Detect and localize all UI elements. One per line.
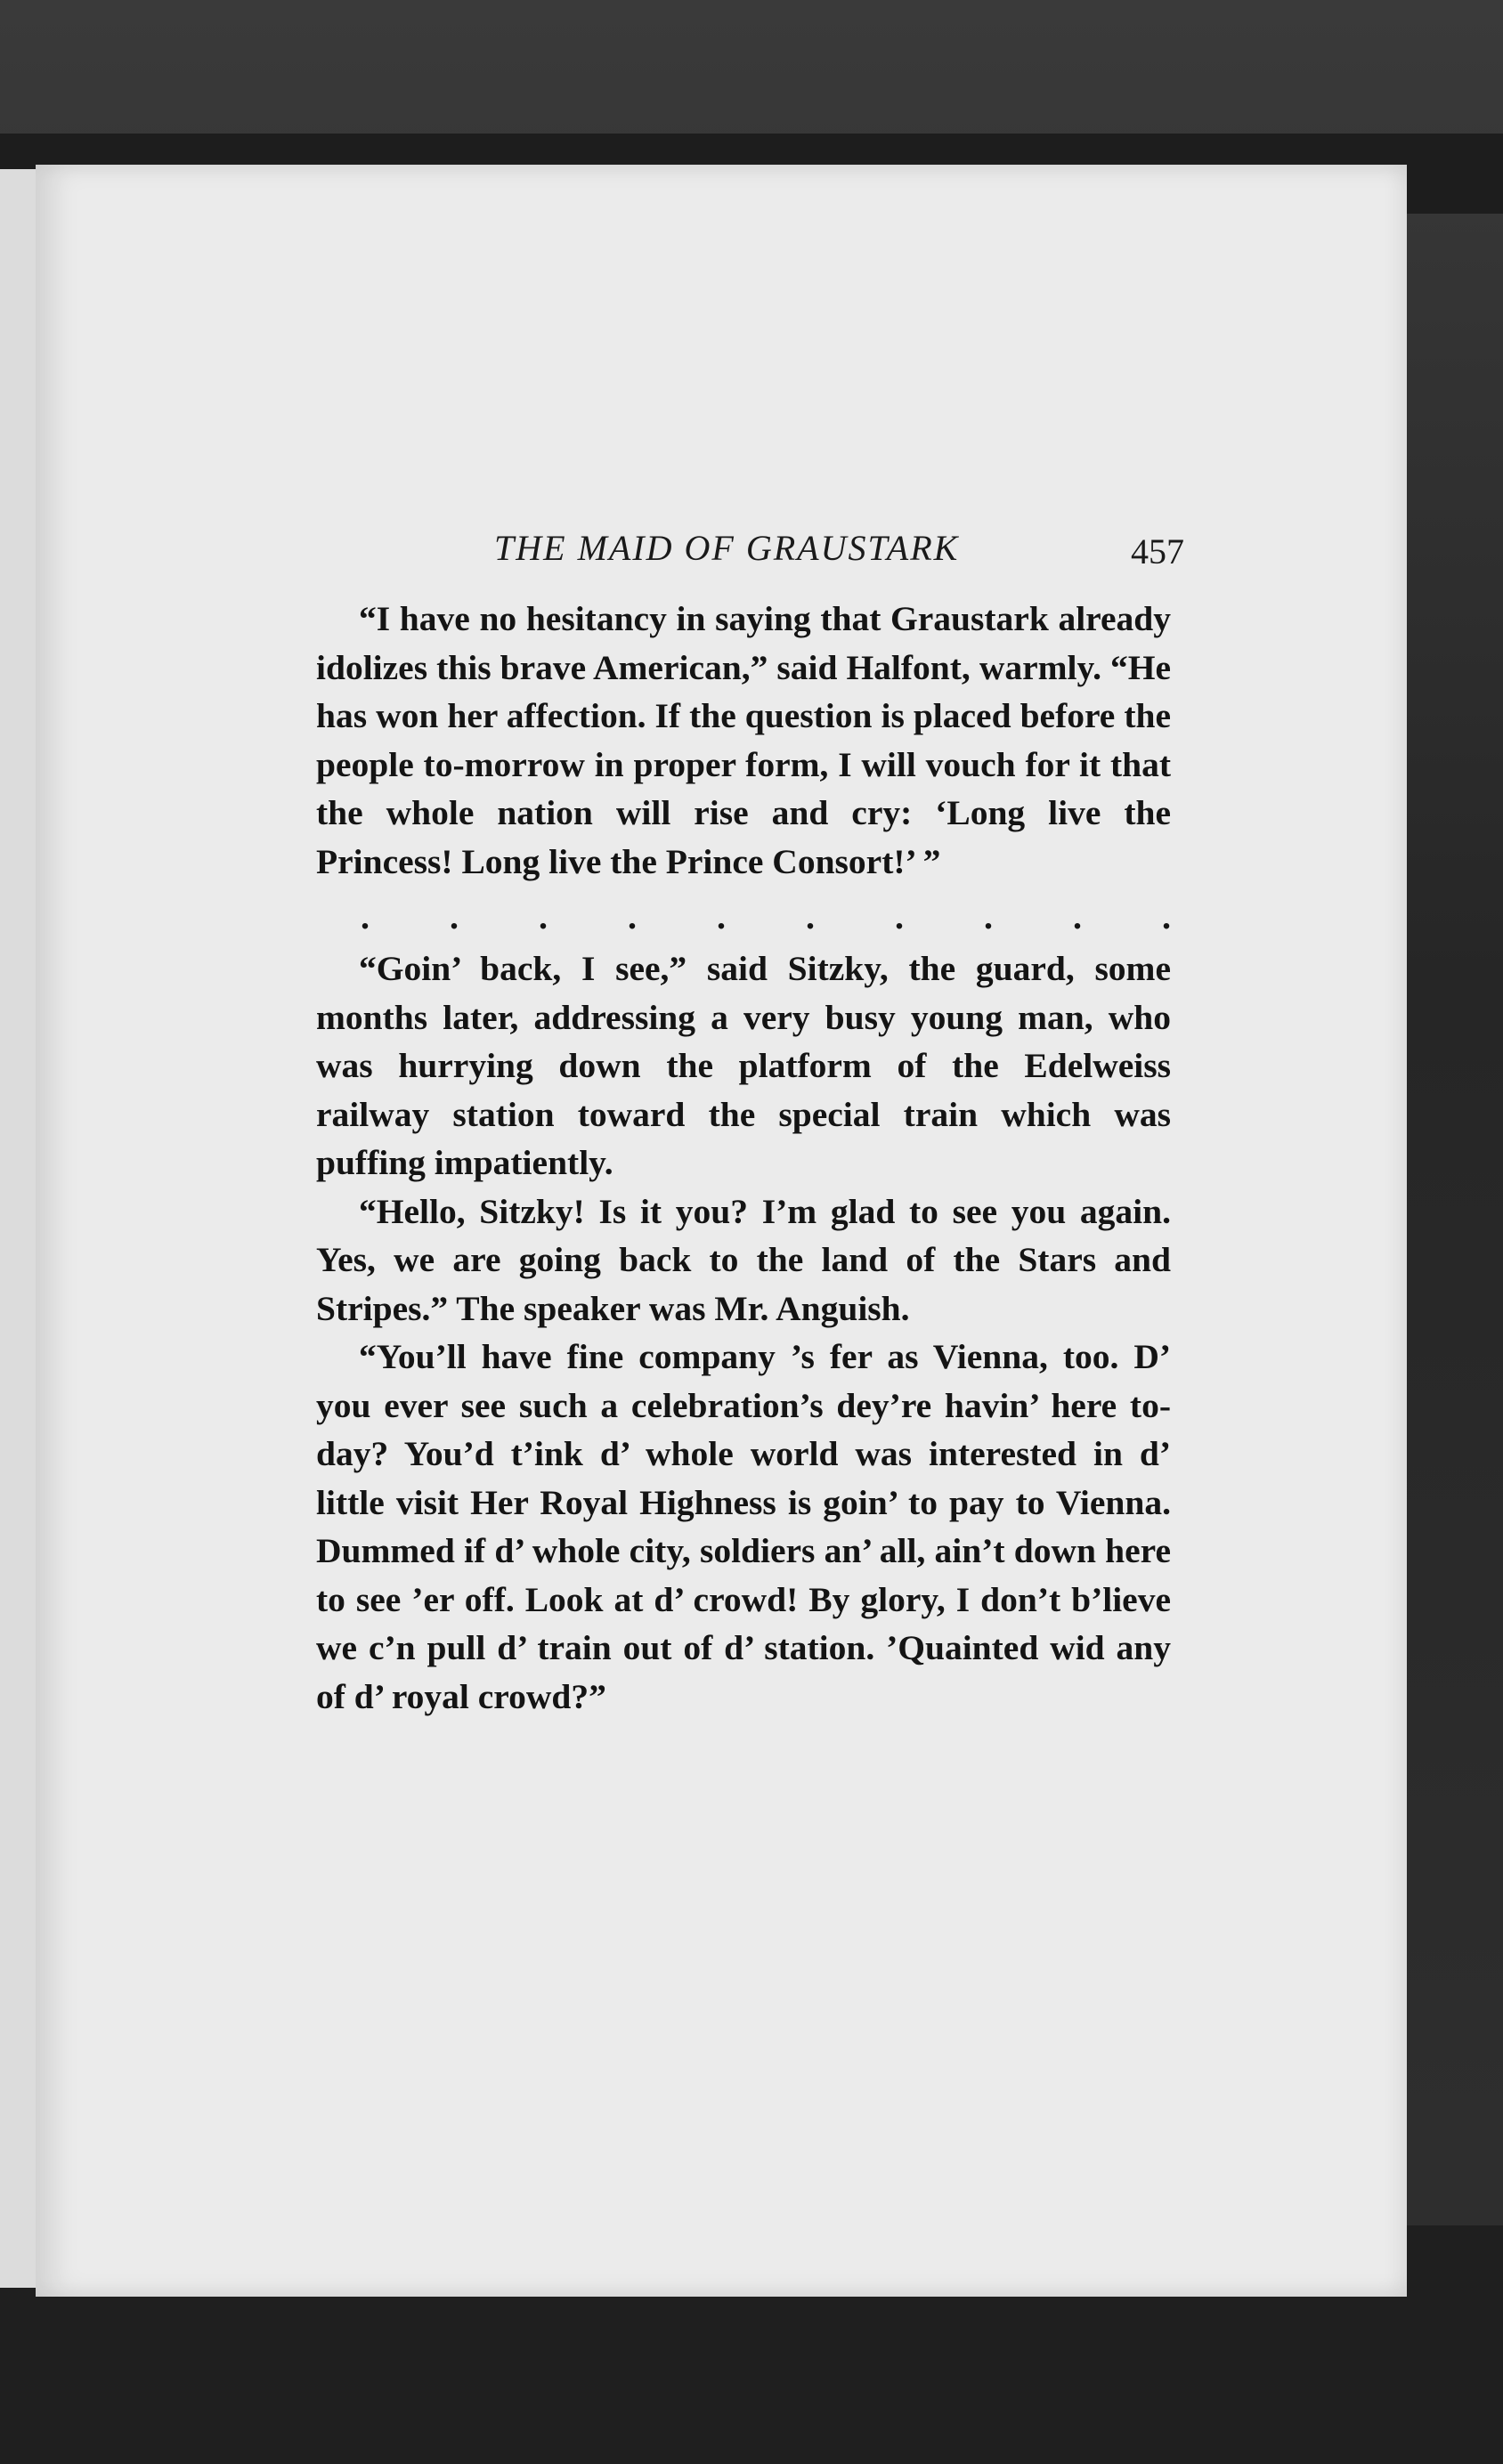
section-break-dot: .	[539, 896, 548, 936]
section-break	[316, 895, 1171, 939]
paragraph: “Goin’ back, I see,” said Sitzky, the guard, some months later, addressing a very busy young man, who was hurrying down the platform of the Edelweiss railway station toward the special train which was puffing impatiently.	[316, 949, 1171, 1182]
paragraph: “I have no hesitancy in saying that Graustark already idolizes this brave American,” said Halfont, warmly. “He has won her affection. If the question is placed before the people to-morrow in proper form, I will vouch for it that the whole nation will rise and cry: ‘Long live the Princess! Long live the Prince Consort!’ ”	[316, 599, 1171, 881]
page-number: 457	[1131, 531, 1184, 571]
body-text	[316, 595, 1171, 1721]
paragraph: “Hello, Sitzky! Is it you? I’m glad to see you again. Yes, we are going back to the land of the Stars and Stripes.” The speaker was Mr. Anguish.	[316, 1191, 1171, 1328]
section-break-dot: .	[450, 896, 459, 936]
paragraph: “You’ll have fine company ’s fer as Vienna, too. D’ you ever see such a celebration’s dey’re havin’ here to-day? You’d t’ink d’ whole world was interested in d’ little visit Her Royal Highness is goin’ to pay to Vienna. Dummed if d’ whole city, soldiers an’ all, ain’t down here to see ’er off. Look at d’ crowd! By glory, I don’t b’lieve we c’n pull d’ train out of d’ station. ’Quainted wid any of d’ royal crowd?”	[316, 1337, 1171, 1716]
section-break-dot: .	[984, 896, 993, 936]
section-break-dot: .	[1073, 896, 1082, 936]
section-break-dot: .	[717, 896, 726, 936]
page-header	[494, 527, 1184, 571]
section-break-dot: .	[806, 896, 815, 936]
running-title: THE MAID OF GRAUSTARK	[494, 528, 960, 568]
section-break-dot: .	[628, 896, 637, 936]
section-break-dot: .	[895, 896, 904, 936]
section-break-dot: .	[361, 896, 370, 936]
section-break-dot: .	[1162, 896, 1171, 936]
